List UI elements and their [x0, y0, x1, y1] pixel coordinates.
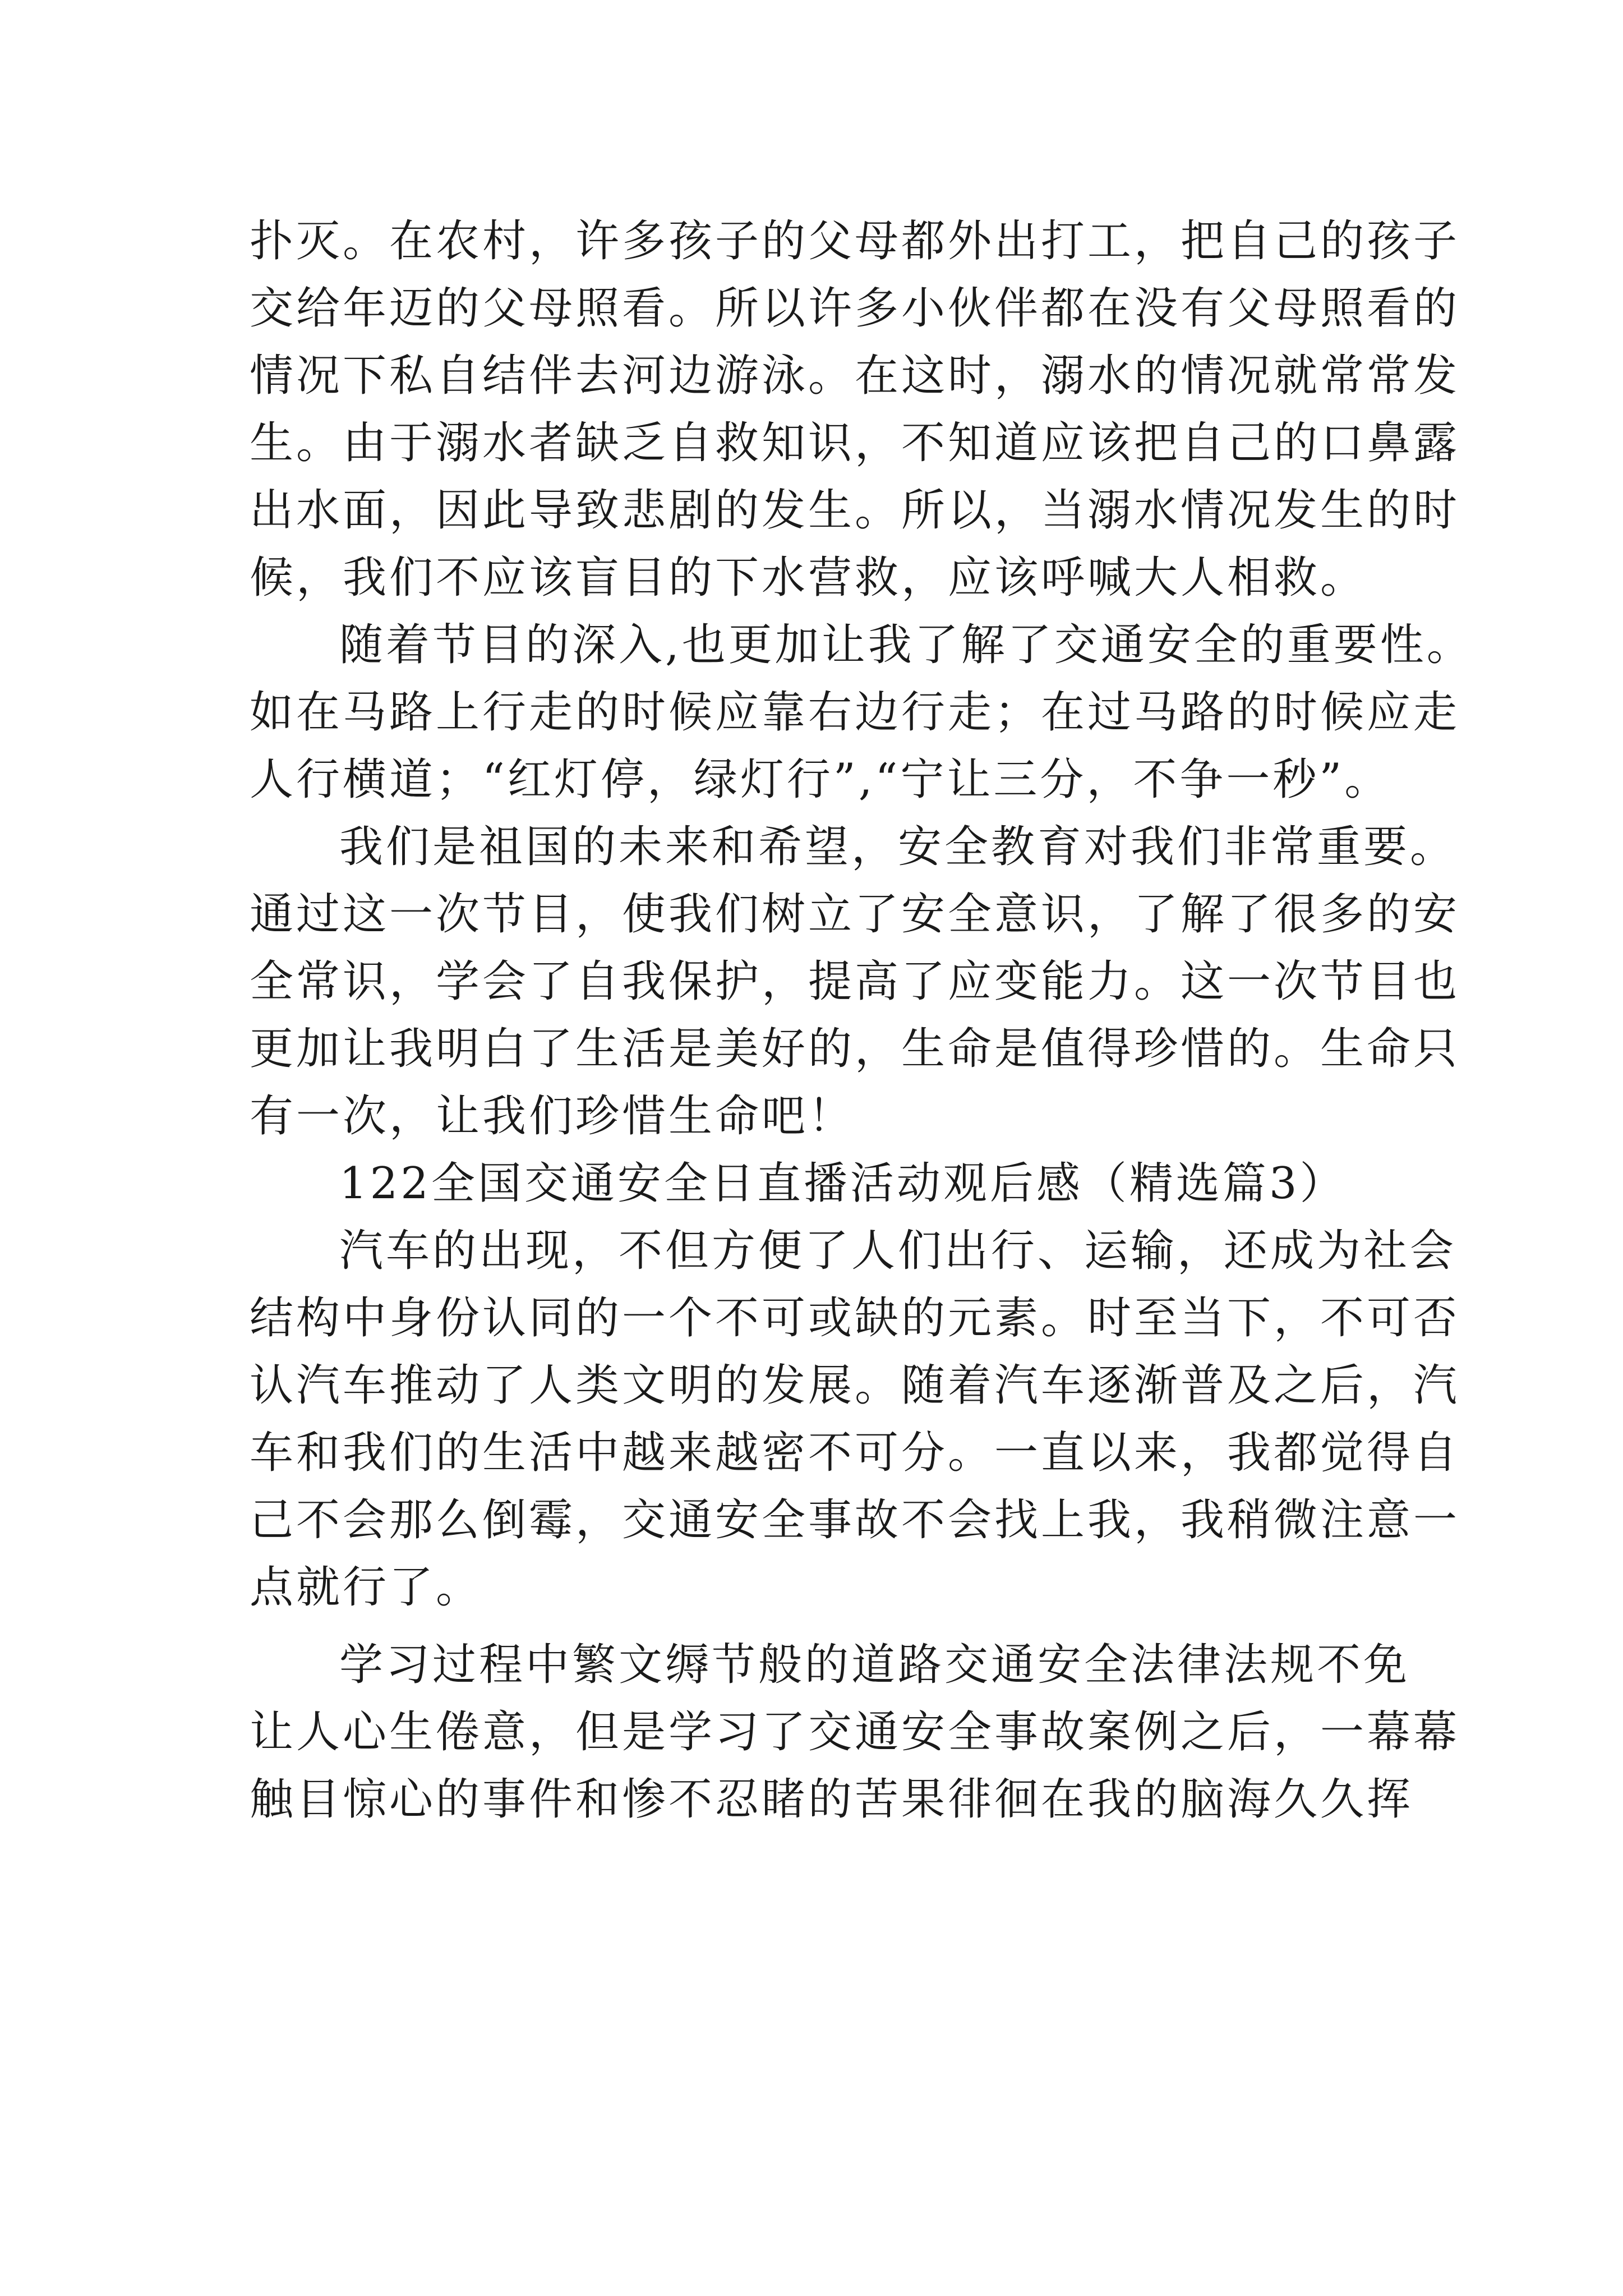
text-line: 通过这一次节目，使我们树立了安全意识，了解了很多的安: [250, 889, 1460, 940]
body-text: [250, 208, 1473, 1833]
text-line: 结构中身份认同的一个不可或缺的元素。时至当下，不可否: [250, 1293, 1460, 1343]
text-line: 生。由于溺水者缺乏自救知识，不知道应该把自己的口鼻露: [250, 418, 1460, 468]
text-line: 交给年迈的父母照看。所以许多小伙伴都在没有父母照看的: [250, 283, 1460, 334]
text-line: 情况下私自结伴去河边游泳。在这时，溺水的情况就常常发: [250, 351, 1460, 401]
text-line: 有一次，让我们珍惜生命吧！: [250, 1091, 855, 1142]
paragraph-start-line: 随着节目的深入,也更加让我了解了交通安全的重要性。: [339, 620, 1473, 670]
paragraph-start-line: 我们是祖国的未来和希望，安全教育对我们非常重要。: [339, 822, 1457, 872]
text-line: 车和我们的生活中越来越密不可分。一直以来，我都觉得自: [250, 1428, 1460, 1478]
text-line: 点就行了。: [250, 1562, 483, 1613]
text-line: 己不会那么倒霉，交通安全事故不会找上我，我稍微注意一: [250, 1495, 1460, 1545]
text-line: 全常识，学会了自我保护，提高了应变能力。这一次节目也: [250, 956, 1460, 1007]
text-line: 让人心生倦意，但是学习了交通安全事故案例之后，一幕幕: [250, 1707, 1460, 1757]
text-line: 认汽车推动了人类文明的发展。随着汽车逐渐普及之后，汽: [250, 1360, 1460, 1411]
text-line: 如在马路上行走的时候应靠右边行走；在过马路的时候应走: [250, 687, 1460, 738]
text-line: 更加让我明白了生活是美好的，生命是值得珍惜的。生命只: [250, 1024, 1460, 1074]
text-line: 扑灭。在农村，许多孩子的父母都外出打工，把自己的孩子: [250, 216, 1460, 266]
text-line: 候，我们不应该盲目的下水营救，应该呼喊大人相救。: [250, 553, 1367, 603]
paragraph-start-line: 学习过程中繁文缛节般的道路交通安全法律法规不免: [339, 1640, 1410, 1690]
text-line: 出水面，因此导致悲剧的发生。所以，当溺水情况发生的时: [250, 485, 1460, 536]
text-line: 人行横道；“红灯停，绿灯行”,“宁让三分，不争一秒”。: [250, 754, 1391, 805]
text-line: 触目惊心的事件和惨不忍睹的苦果徘徊在我的脑海久久挥: [250, 1774, 1414, 1825]
paragraph-start-line: 汽车的出现，不但方便了人们出行、运输，还成为社会: [339, 1226, 1457, 1276]
section-heading: 122全国交通安全日直播活动观后感（精选篇3）: [339, 1158, 1347, 1209]
